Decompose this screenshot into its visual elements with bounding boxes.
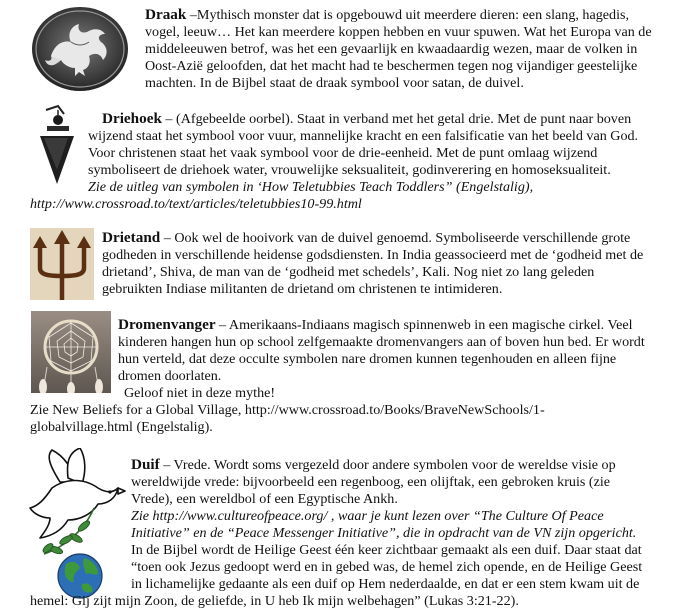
term-title: Drietand xyxy=(102,229,161,246)
entry-text: – Ook wel de hooivork van de duivel genoemd. Symboliseerde verschillende grote xyxy=(160,230,631,246)
entry-line: kinderen hangen hun op school zelfgemaakte dromenvangers aan of boven hun bed. Er wordt xyxy=(118,334,645,350)
dreamcatcher-icon xyxy=(31,311,111,393)
entry-line xyxy=(118,317,633,334)
triangle-earring-icon xyxy=(36,104,76,188)
entry-line: vogel, leeuw… Het kan meerdere koppen hebben en vuur spuwen. Wat het Europa van de xyxy=(145,24,652,40)
entry-line: Geloof niet in deze mythe! xyxy=(124,385,276,401)
entry-line: Oost-Azië geloofden, dat het macht had te beschermen tegen nog vijandiger geestelijke xyxy=(145,58,638,74)
dove-icon xyxy=(22,448,126,602)
entry-link[interactable]: http://www.crossroad.to/text/articles/teletubbies10-99.html xyxy=(30,196,362,212)
entry-line: In de Bijbel wordt de Heilige Geest één keer zichtbaar gemaakt als een duif. Daar staat dat xyxy=(131,542,642,558)
term-title: Dromenvanger xyxy=(118,316,216,333)
entry-link[interactable]: Zie New Beliefs for a Global Village, http://www.crossroad.to/Books/BraveNewSchools/1- xyxy=(30,402,545,418)
term-title: Driehoek xyxy=(102,110,162,127)
entry-link[interactable]: globalvillage.html (Engelstalig). xyxy=(30,419,213,435)
entry-line: middeleeuwen betrof, was het een gevaarlijk en kwaadaardig wezen, maar de volken in xyxy=(145,41,638,57)
entry-line: wereldwijde vrede: bijvoorbeeld een regenboog, een olijftak, een gebroken kruis (zie xyxy=(131,474,610,490)
entry-line: Zie http://www.cultureofpeace.org/ , waar je kunt lezen over “The Culture Of Peace xyxy=(131,508,604,524)
dragon-icon xyxy=(31,6,129,92)
entry-line: Zie de uitleg van symbolen in ‘How Teletubbies Teach Toddlers” (Engelstalig), xyxy=(88,179,534,195)
entry-line: hemel: Gij zijt mijn Zoon, de geliefde, in U heb Ik mijn welbehagen” (Lukas 3:21-22). xyxy=(30,593,519,609)
entry-text: –Mythisch monster dat is opgebouwd uit meerdere dieren: een slang, hagedis, xyxy=(186,7,630,23)
entry-line xyxy=(102,111,631,128)
entry-line: godheden in verschillende heidense godsdiensten. In India geassocieerd met de ‘godheid met de xyxy=(102,247,644,263)
trident-icon xyxy=(30,228,94,300)
entry-line: Initiative” en de “Peace Messenger Initiative”, die in opdracht van de VN zijn opgericht. xyxy=(131,525,637,541)
entry-line: dromen doorlaten. xyxy=(118,368,222,384)
entry-line xyxy=(145,7,629,24)
entry-line: symboliseert de driehoek water, vrouwelijke seksualiteit, godinverering en homoseksualiteit. xyxy=(88,162,611,178)
entry-line: “toen ook Jezus gedoopt werd en in gebed was, de hemel zich opende, en de Heilige Geest xyxy=(131,559,643,575)
entry-line: in lichamelijke gedaante als een duif op Hem nederdaalde, en dat er een stem kwam uit de xyxy=(131,576,640,592)
entry-line: Voor christenen staat het vaak symbool voor de drie-eenheid. Met de punt omlaag wijzend xyxy=(88,145,598,161)
entry-line: machten. In de Bijbel staat de draak symbool voor satan, de duivel. xyxy=(145,75,524,91)
entry-line xyxy=(131,457,616,474)
entry-text: – (Afgebeelde oorbel). Staat in verband met het getal drie. Met de punt naar boven xyxy=(161,111,632,127)
entry-line: Vrede), een wereldbol of een Egyptische Ankh. xyxy=(131,491,398,507)
entry-text: – Amerikaans-Indiaans magisch spinnenweb in een magische cirkel. Veel xyxy=(215,317,633,333)
entry-line: gebruikten Indiase militanten de drietand om christenen te intimideren. xyxy=(102,281,503,297)
term-title: Duif xyxy=(131,456,160,473)
entry-line xyxy=(102,230,630,247)
entry-text: – Vrede. Wordt soms vergezeld door andere symbolen voor de wereldse visie op xyxy=(159,457,616,473)
term-title: Draak xyxy=(145,6,187,23)
entry-line: drietand’, Shiva, de man van de ‘godheid met schedels’, Kali. Nog niet zo lang geleden xyxy=(102,264,595,280)
entry-line: wijzend staat het symbool voor vuur, mannelijke kracht en een falsificatie van het beeld van God. xyxy=(88,128,639,144)
entry-line: hun verteld, dat deze occulte symbolen nare dromen kunnen tegenhouden en alleen fijne xyxy=(118,351,617,367)
